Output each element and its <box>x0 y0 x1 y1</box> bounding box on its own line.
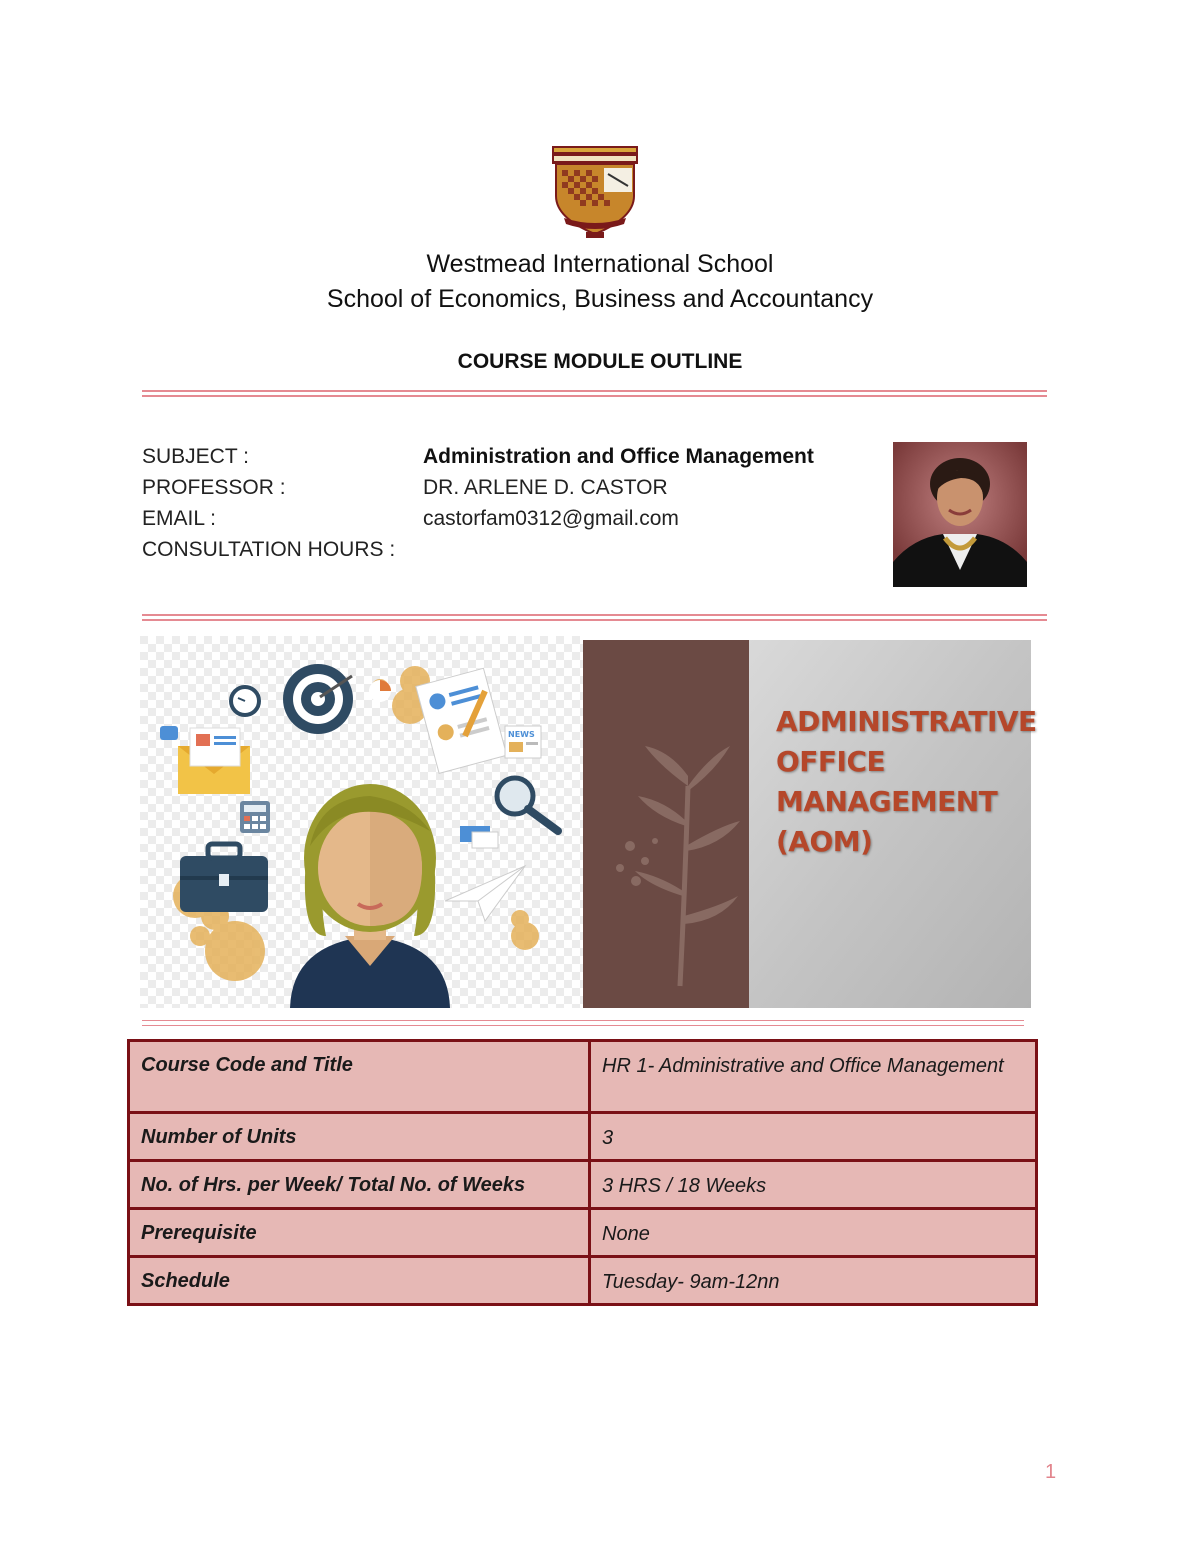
table-cell-value: 3 <box>590 1113 1037 1161</box>
banner-title <box>776 702 1037 862</box>
professor-photo <box>893 442 1027 587</box>
table-cell-label: No. of Hrs. per Week/ Total No. of Weeks <box>129 1161 590 1209</box>
table-row <box>129 1113 1037 1161</box>
document-title: COURSE MODULE OUTLINE <box>457 350 743 373</box>
table-cell-label: Prerequisite <box>129 1209 590 1257</box>
department-name: School of Economics, Business and Accountancy <box>326 285 874 313</box>
divider <box>142 387 1047 399</box>
subject-value: Administration and Office Management <box>423 445 814 468</box>
email-label: EMAIL : <box>142 507 216 530</box>
table-cell-label: Course Code and Title <box>129 1041 590 1113</box>
consultation-hours-label: CONSULTATION HOURS : <box>142 538 396 561</box>
subject-label: SUBJECT : <box>142 445 249 468</box>
table-cell-value: HR 1- Administrative and Office Management <box>590 1041 1037 1113</box>
banner-title-line: (AOM) <box>776 825 873 858</box>
professor-value: DR. ARLENE D. CASTOR <box>423 476 668 499</box>
divider <box>142 611 1047 623</box>
table-row <box>129 1209 1037 1257</box>
banner-title-line: OFFICE <box>776 745 886 778</box>
table-cell-label: Number of Units <box>129 1113 590 1161</box>
divider <box>142 1017 1024 1029</box>
banner-title-line: ADMINISTRATIVE <box>776 705 1037 738</box>
table-cell-value: None <box>590 1209 1037 1257</box>
table-row <box>129 1161 1037 1209</box>
professor-label: PROFESSOR : <box>142 476 286 499</box>
school-logo <box>552 146 638 242</box>
table-row <box>129 1041 1037 1113</box>
table-cell-label: Schedule <box>129 1257 590 1305</box>
table-cell-value: 3 HRS / 18 Weeks <box>590 1161 1037 1209</box>
banner-title-line: MANAGEMENT <box>776 785 998 818</box>
page-number: 1 <box>1045 1461 1057 1483</box>
email-value[interactable]: castorfam0312@gmail.com <box>423 507 679 530</box>
course-info-table <box>127 1039 1038 1306</box>
news-label: NEWS <box>508 730 535 739</box>
table-cell-value: Tuesday- 9am-12nn <box>590 1257 1037 1305</box>
school-name: Westmead International School <box>426 250 774 278</box>
table-row <box>129 1257 1037 1305</box>
